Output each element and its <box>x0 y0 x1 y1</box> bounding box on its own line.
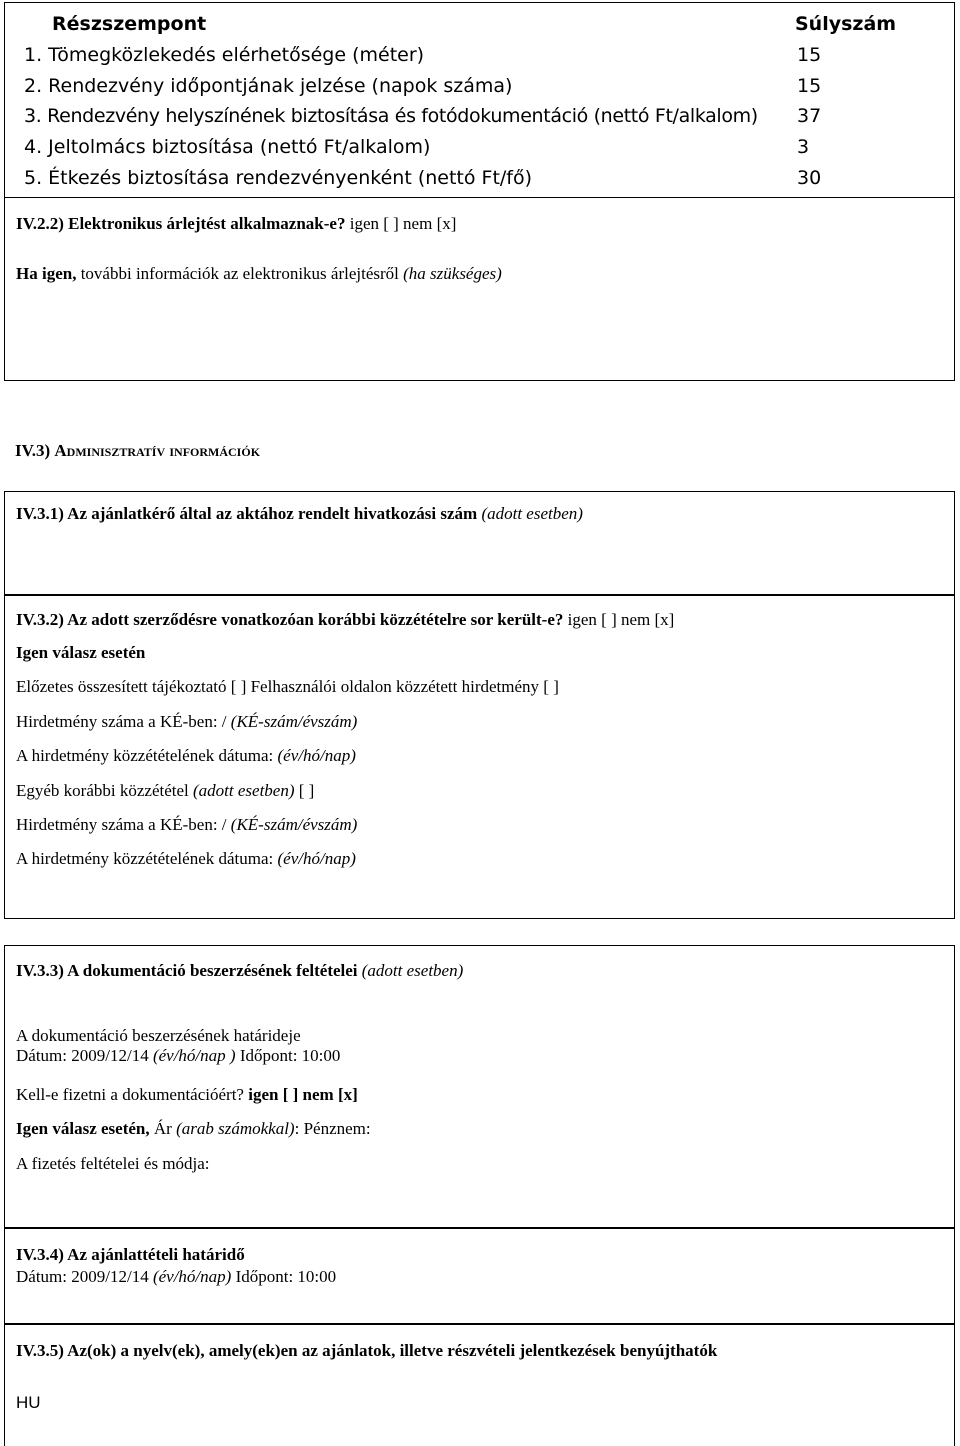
s434-time: Időpont: 10:00 <box>231 1267 337 1286</box>
s43-title: Adminisztratív információk <box>54 441 261 460</box>
s432-line-1: Előzetes összesített tájékoztató [ ] Felhasználói oldalon közzétett hirdetmény [ ] <box>16 677 559 696</box>
s433-heading <box>16 961 463 981</box>
criteria-row-weight: 15 <box>797 75 822 97</box>
criteria-row-weight: 3 <box>797 136 810 158</box>
s433-price-note: (arab számokkal) <box>176 1119 295 1138</box>
s433-date-format: (év/hó/nap ) <box>152 1046 236 1065</box>
criteria-header-label: Részszempont <box>52 13 207 35</box>
criteria-row-label: 3. Rendezvény helyszínének biztosítása és fotódokumentáció (nettó Ft/alkalom) <box>24 105 758 127</box>
s432-line-4-check: [ ] <box>294 781 315 800</box>
s434-date <box>16 1267 336 1287</box>
s432-line-5-label: Hirdetmény száma a KÉ-ben: / <box>16 815 231 834</box>
s433-date <box>16 1046 340 1066</box>
criteria-row-weight: 15 <box>797 44 822 66</box>
s432-line-2-format: (KÉ-szám/évszám) <box>230 712 358 731</box>
criteria-row-weight: 37 <box>797 105 822 127</box>
criteria-row-label: 4. Jeltolmács biztosítása (nettó Ft/alkalom) <box>24 136 431 158</box>
s422-info-text: további információk az elektronikus árlejtésről <box>76 264 404 283</box>
s432-line-6 <box>16 849 356 869</box>
s432-line-2 <box>16 712 357 732</box>
s433-price <box>16 1119 371 1139</box>
s433-currency: : Pénznem: <box>294 1119 371 1138</box>
section-iv-3-1 <box>4 491 955 595</box>
s432-line-5 <box>16 815 357 835</box>
s433-date-value: Dátum: 2009/12/14 <box>16 1046 153 1065</box>
s422-info-note: (ha szükséges) <box>403 264 502 283</box>
s432-line-3 <box>16 746 356 766</box>
s433-time: Időpont: 10:00 <box>235 1046 341 1065</box>
s433-payment: A fizetés feltételei és módja: <box>16 1154 210 1173</box>
s432-question: IV.3.2) Az adott szerződésre vonatkozóan korábbi közzétételre sor került-e? <box>16 610 564 629</box>
s431-note: (adott esetben) <box>477 504 583 523</box>
s431-heading <box>16 504 583 524</box>
s432-line-4-note: (adott esetben) <box>193 781 295 800</box>
s422-info-if-yes: Ha igen, <box>16 264 77 283</box>
s422-question: IV.2.2) Elektronikus árlejtést alkalmaznak-e? <box>16 214 346 233</box>
section-iv-3-3 <box>4 945 955 1228</box>
s433-title: IV.3.3) A dokumentáció beszerzésének feltételei <box>16 961 358 980</box>
s422-info <box>16 264 502 284</box>
s43-number: IV.3) <box>15 441 55 460</box>
s432-line-3-format: (év/hó/nap) <box>277 746 356 765</box>
s432-answer: igen [ ] nem [x] <box>563 610 675 629</box>
s433-fee-question: Kell-e fizetni a dokumentációért? <box>16 1085 244 1104</box>
s434-date-value: Dátum: 2009/12/14 <box>16 1267 153 1286</box>
criteria-header-weight: Súlyszám <box>795 13 897 35</box>
s432-yes-case: Igen válasz esetén <box>16 643 146 662</box>
s434-date-format: (év/hó/nap) <box>152 1267 232 1286</box>
s432-line-6-format: (év/hó/nap) <box>277 849 356 868</box>
s432-line-6-label: A hirdetmény közzétételének dátuma: <box>16 849 278 868</box>
s433-fee-answer: igen [ ] nem [x] <box>243 1085 358 1104</box>
s433-note: (adott esetben) <box>357 961 464 980</box>
criteria-row-label: 1. Tömegközlekedés elérhetősége (méter) <box>24 44 425 66</box>
s432-heading <box>16 610 674 630</box>
s435-heading: IV.3.5) Az(ok) a nyelv(ek), amely(ek)en az ajánlatok, illetve részvételi jelentkezések benyújthatók <box>16 1341 718 1360</box>
s434-heading: IV.3.4) Az ajánlattételi határidő <box>16 1245 245 1264</box>
section-iv-3-2 <box>4 595 955 919</box>
criteria-table <box>4 2 955 197</box>
s431-title: IV.3.1) Az ajánlatkérő által az aktához rendelt hivatkozási szám <box>16 504 478 523</box>
section-iv-3-4 <box>4 1228 955 1324</box>
s433-deadline-label: A dokumentáció beszerzésének határideje <box>16 1026 301 1045</box>
s435-language-value: HU <box>16 1393 41 1412</box>
s432-line-4 <box>16 781 314 801</box>
s432-line-3-label: A hirdetmény közzétételének dátuma: <box>16 746 278 765</box>
section-iv-2-2 <box>4 197 955 381</box>
s432-line-2-label: Hirdetmény száma a KÉ-ben: / <box>16 712 231 731</box>
s433-price-label: Ár <box>149 1119 177 1138</box>
section-iv-3-5 <box>4 1324 955 1446</box>
s433-price-if-yes: Igen válasz esetén, <box>16 1119 150 1138</box>
criteria-row-label: 2. Rendezvény időpontjának jelzése (napok száma) <box>24 75 513 97</box>
criteria-row-weight: 30 <box>797 167 822 189</box>
criteria-row-label: 5. Étkezés biztosítása rendezvényenként (nettó Ft/fő) <box>24 167 533 189</box>
section-iv-3-heading <box>15 441 260 461</box>
s422-heading <box>16 214 456 234</box>
s432-line-4-label: Egyéb korábbi közzététel <box>16 781 194 800</box>
s433-fee <box>16 1085 358 1105</box>
s422-answer: igen [ ] nem [x] <box>345 214 457 233</box>
s432-line-5-format: (KÉ-szám/évszám) <box>230 815 358 834</box>
